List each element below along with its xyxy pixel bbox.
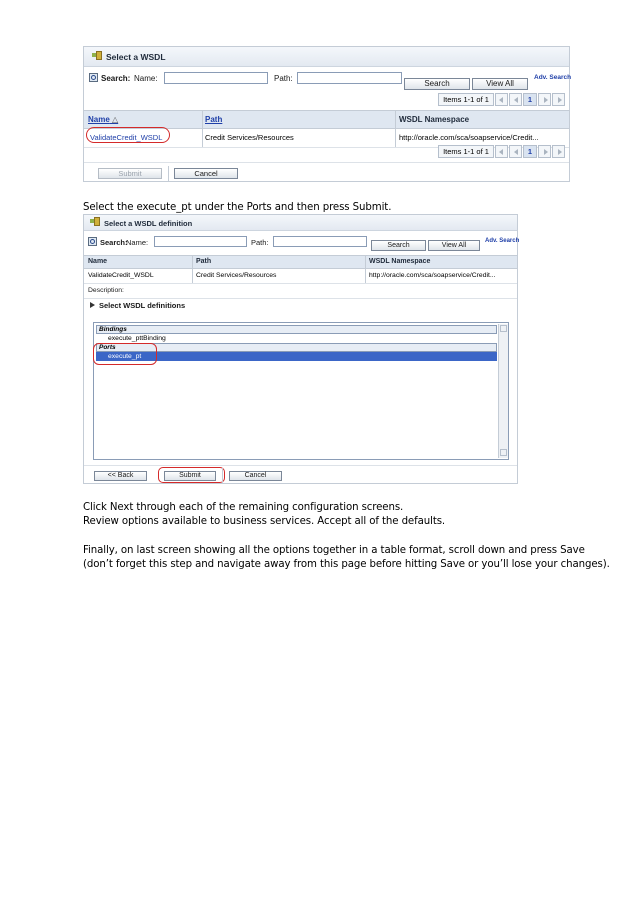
submit-button[interactable]: Submit xyxy=(164,471,216,481)
col-name-header[interactable]: Name △ xyxy=(88,115,119,124)
path-label: Path: xyxy=(251,238,269,247)
dialog-title: Select a WSDL definition xyxy=(104,219,193,228)
col-namespace-header: WSDL Namespace xyxy=(369,258,431,265)
expand-triangle-icon xyxy=(90,302,95,308)
col-path-header: Path xyxy=(196,258,212,265)
listbox-scrollbar[interactable] xyxy=(498,324,508,458)
search-icon xyxy=(88,237,97,246)
col-namespace-header: WSDL Namespace xyxy=(399,115,470,124)
name-label: Name: xyxy=(134,74,158,83)
table-header xyxy=(84,255,517,269)
search-label: Search: xyxy=(89,73,130,83)
name-search-input[interactable] xyxy=(154,236,247,247)
instruction-select-port: Select the execute_pt under the Ports and then press Submit. xyxy=(83,202,392,213)
description-label: Description: xyxy=(88,287,124,294)
adv-search-link[interactable]: Adv. Search xyxy=(534,74,572,81)
prev-page-icon[interactable] xyxy=(509,93,522,106)
col-name-header: Name xyxy=(88,258,108,265)
next-page-icon[interactable] xyxy=(538,145,551,158)
row-namespace: http://oracle.com/sca/soapservice/Credit... xyxy=(399,133,539,142)
first-page-icon[interactable] xyxy=(495,145,508,158)
row-path: Credit Services/Resources xyxy=(196,272,277,279)
view-all-button[interactable]: View All xyxy=(428,240,480,251)
annotation-circle xyxy=(86,127,170,143)
last-page-icon[interactable] xyxy=(552,145,565,158)
next-page-icon[interactable] xyxy=(538,93,551,106)
annotation-circle xyxy=(93,343,157,365)
bindings-group-header: Bindings xyxy=(96,325,497,334)
wsdl-definitions-listbox[interactable] xyxy=(93,322,509,460)
cancel-button[interactable]: Cancel xyxy=(174,168,238,179)
name-label: Name: xyxy=(126,238,149,247)
cancel-button[interactable]: Cancel xyxy=(229,471,282,481)
adv-search-link[interactable]: Adv. Search xyxy=(485,238,520,244)
search-label: Search: xyxy=(88,237,128,247)
items-count-box: Items 1-1 of 1 xyxy=(438,93,494,106)
back-button[interactable]: << Back xyxy=(94,471,147,481)
col-path-header[interactable]: Path xyxy=(205,115,223,124)
annotation-circle xyxy=(158,467,225,483)
instruction-finally-save: Finally, on last screen showing all the options together in a table format, scroll down and press Save xyxy=(83,545,585,556)
path-search-input[interactable] xyxy=(273,236,367,247)
row-path: Credit Services/Resources xyxy=(205,133,294,142)
page-number[interactable]: 1 xyxy=(523,145,537,158)
row-namespace: http://oracle.com/sca/soapservice/Credit... xyxy=(369,272,496,279)
select-wsdl-dialog xyxy=(83,46,570,182)
search-button[interactable]: Search xyxy=(371,240,426,251)
wsdl-icon xyxy=(92,51,102,61)
search-button[interactable]: Search xyxy=(404,78,470,90)
table-row[interactable] xyxy=(84,269,517,284)
dialog-header xyxy=(84,215,517,231)
select-definitions-section[interactable]: Select WSDL definitions xyxy=(90,301,185,310)
instruction-save-warning: (don’t forget this step and navigate away from this page before hitting Save or you’ll lose your changes). xyxy=(83,559,610,570)
instruction-click-next: Click Next through each of the remaining configuration screens. xyxy=(83,502,404,513)
view-all-button[interactable]: View All xyxy=(472,78,528,90)
name-search-input[interactable] xyxy=(164,72,268,84)
path-search-input[interactable] xyxy=(297,72,402,84)
scroll-down-icon[interactable] xyxy=(500,449,507,456)
port-item-selected[interactable]: execute_pt xyxy=(96,352,497,361)
path-label: Path: xyxy=(274,74,293,83)
submit-button[interactable]: Submit xyxy=(98,168,162,179)
wsdl-icon xyxy=(90,217,100,227)
row-name-link[interactable]: ValidateCredit_WSDL xyxy=(90,133,163,142)
dialog-title: Select a WSDL xyxy=(106,52,166,62)
search-icon xyxy=(89,73,98,82)
ports-group-header: Ports xyxy=(96,343,497,352)
instruction-review-options: Review options available to business services. Accept all of the defaults. xyxy=(83,516,446,527)
sort-asc-icon: △ xyxy=(112,115,119,124)
prev-page-icon[interactable] xyxy=(509,145,522,158)
items-count-box-bottom: Items 1-1 of 1 xyxy=(438,145,494,158)
last-page-icon[interactable] xyxy=(552,93,565,106)
dialog-header xyxy=(84,47,569,67)
select-wsdl-definition-dialog xyxy=(83,214,518,484)
page-number[interactable]: 1 xyxy=(523,93,537,106)
row-name: ValidateCredit_WSDL xyxy=(88,272,154,279)
binding-item[interactable]: execute_pttBinding xyxy=(108,335,166,342)
scroll-up-icon[interactable] xyxy=(500,325,507,332)
first-page-icon[interactable] xyxy=(495,93,508,106)
